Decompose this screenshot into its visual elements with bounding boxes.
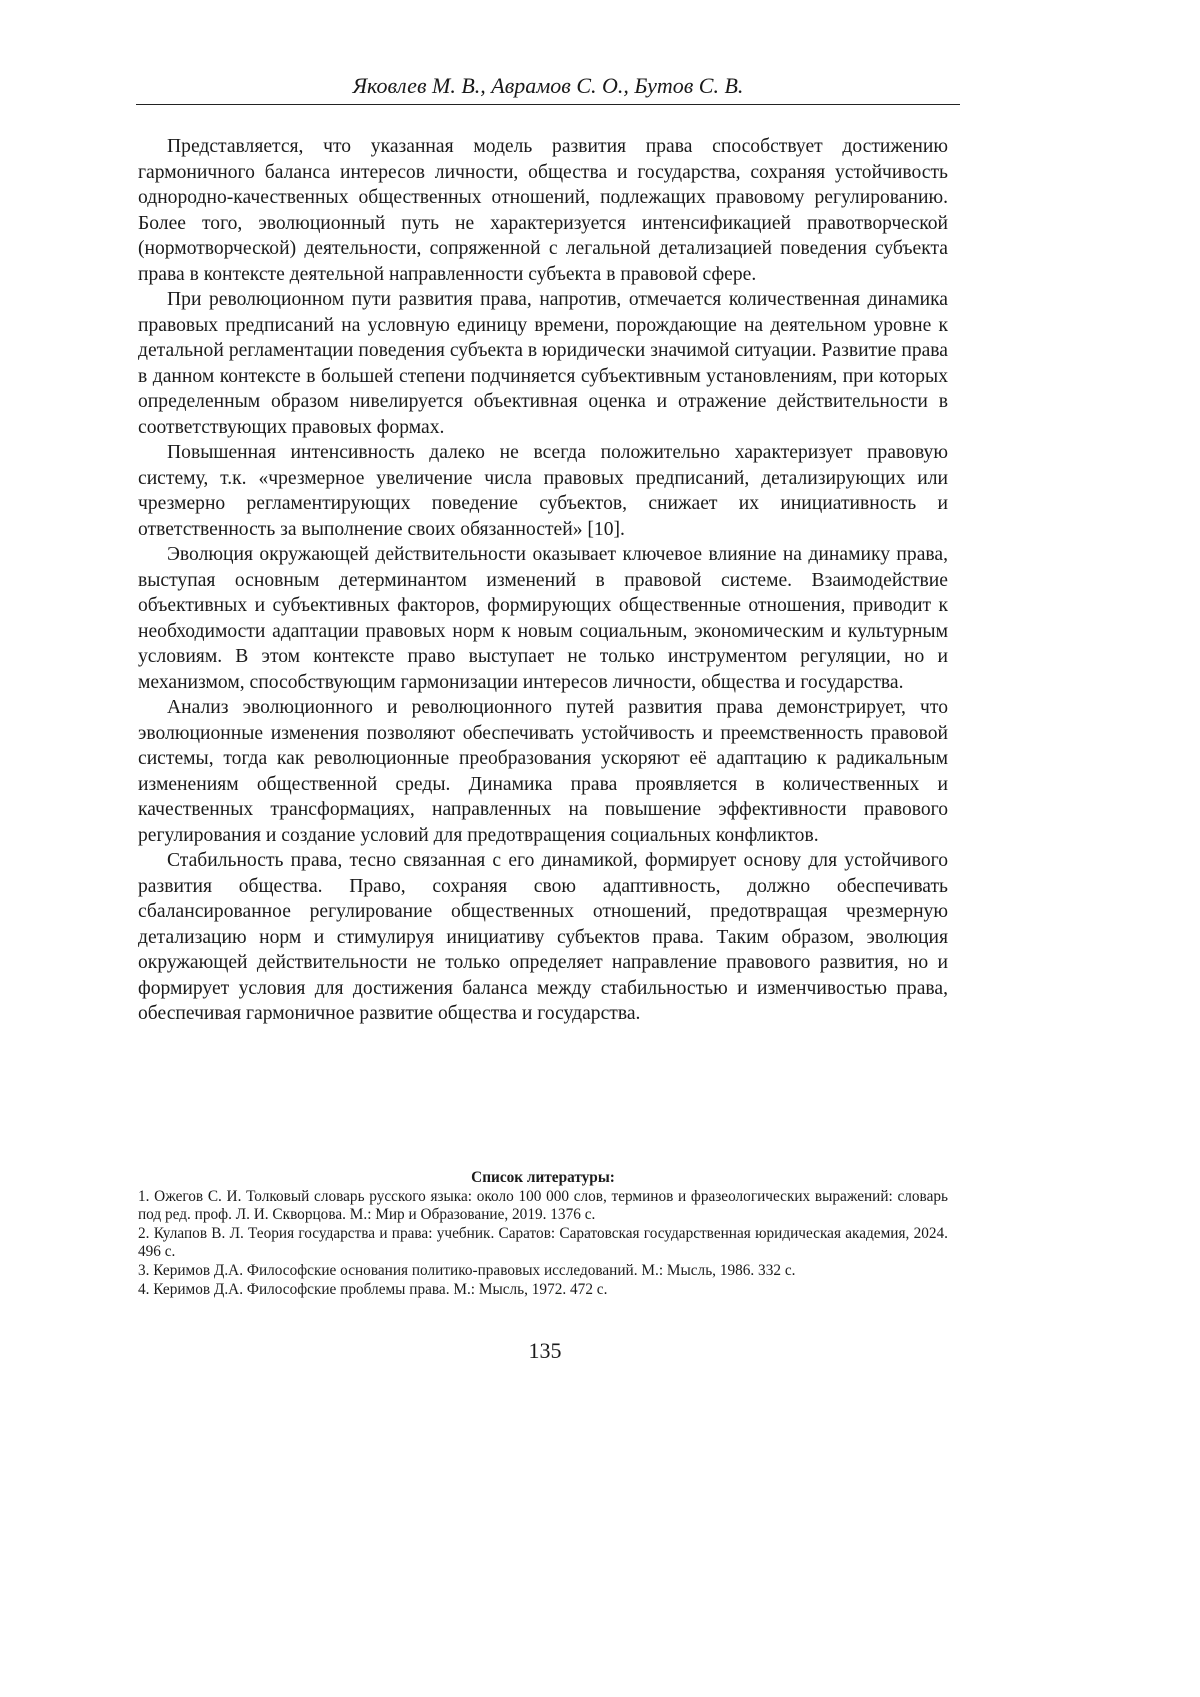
- paragraph: Повышенная интенсивность далеко не всегда положительно характеризует правовую систему, т.к. «чрезмерное увеличение числа правовых предписаний, детализирующих или чрезмерно регламентирующих поведение субъектов, снижает их инициативность и ответственность за выполнение своих обязанностей» [10].: [138, 440, 948, 542]
- document-page: [0, 0, 1200, 1697]
- paragraph: Стабильность права, тесно связанная с его динамикой, формирует основу для устойчивого развития общества. Право, сохраняя свою адаптивность, должно обеспечивать сбалансированное регулирование общественных отношений, предотвращая чрезмерную детализацию норм и стимулируя инициативу субъектов права. Таким образом, эволюция окружающей действительности не только определяет направление правового развития, но и формирует условия для достижения баланса между стабильностью и изменчивостью права, обеспечивая гармоничное развитие общества и государства.: [138, 848, 948, 1027]
- references-section: [138, 1169, 948, 1300]
- references-title: Список литературы:: [138, 1169, 948, 1187]
- paragraph: При революционном пути развития права, напротив, отмечается количественная динамика правовых предписаний на условную единицу времени, порождающие на деятельном уровне к детальной регламентации поведения субъекта в юридически значимой ситуации. Развитие права в данном контексте в большей степени подчиняется субъективным установлениям, при которых определенным образом нивелируется объективная оценка и отражение действительности в соответствующих правовых формах.: [138, 287, 948, 440]
- article-body: [138, 134, 948, 1027]
- running-header-authors: Яковлев М. В., Аврамов С. О., Бутов С. В.: [136, 72, 960, 100]
- page-number: 135: [0, 1337, 1090, 1365]
- paragraph: Представляется, что указанная модель развития права способствует достижению гармоничного баланса интересов личности, общества и государства, сохраняя устойчивость однородно-качественных общественных отношений, подлежащих правовому регулированию. Более того, эволюционный путь не характеризуется интенсификацией правотворческой (нормотворческой) деятельности, сопряженной с легальной детализацией поведения субъекта права в контексте деятельной направленности субъекта в правовой сфере.: [138, 134, 948, 287]
- paragraph: Эволюция окружающей действительности оказывает ключевое влияние на динамику права, выступая основным детерминантом изменений в правовой системе. Взаимодействие объективных и субъективных факторов, формирующих общественные отношения, приводит к необходимости адаптации правовых норм к новым социальным, экономическим и культурным условиям. В этом контексте право выступает не только инструментом регуляции, но и механизмом, способствующим гармонизации интересов личности, общества и государства.: [138, 542, 948, 695]
- reference-item: 4. Керимов Д.А. Философские проблемы права. М.: Мысль, 1972. 472 с.: [138, 1281, 948, 1299]
- reference-item: 3. Керимов Д.А. Философские основания политико-правовых исследований. М.: Мысль, 1986. 332 с.: [138, 1262, 948, 1280]
- references-list: [138, 1188, 948, 1299]
- paragraph: Анализ эволюционного и революционного путей развития права демонстрирует, что эволюционные изменения позволяют обеспечивать устойчивость и преемственность правовой системы, тогда как революционные преобразования ускоряют её адаптацию к радикальным изменениям общественной среды. Динамика права проявляется в количественных и качественных трансформациях, направленных на повышение эффективности правового регулирования и создание условий для предотвращения социальных конфликтов.: [138, 695, 948, 848]
- header-rule: [136, 104, 960, 105]
- reference-item: 1. Ожегов С. И. Толковый словарь русского языка: около 100 000 слов, терминов и фразеологических выражений: словарь под ред. проф. Л. И. Скворцова. М.: Мир и Образование, 2019. 1376 с.: [138, 1188, 948, 1224]
- reference-item: 2. Кулапов В. Л. Теория государства и права: учебник. Саратов: Саратовская государственная юридическая академия, 2024. 496 с.: [138, 1225, 948, 1261]
